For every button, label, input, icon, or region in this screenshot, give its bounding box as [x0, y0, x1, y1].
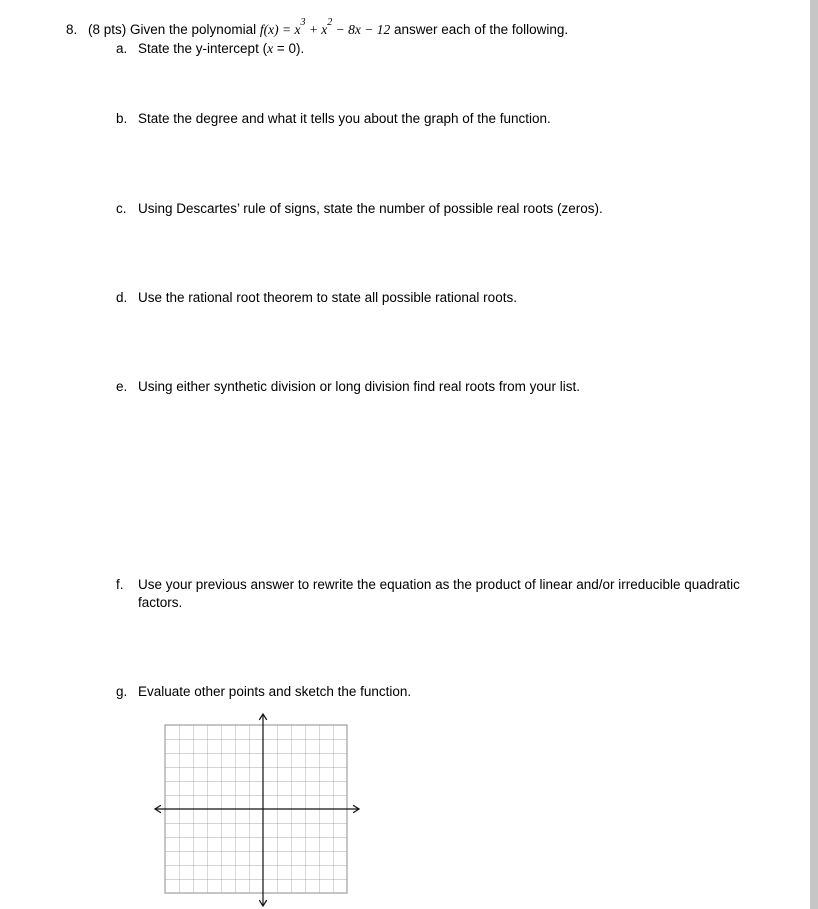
part-e-label: e. — [116, 379, 128, 394]
part-a-pre: State the y-intercept ( — [138, 41, 268, 56]
part-a-variable: x — [267, 41, 274, 56]
part-g — [116, 683, 760, 701]
part-c-text: Using Descartes’ rule of signs, state the number of possible real roots (zeros). — [138, 201, 603, 216]
part-g-text: Evaluate other points and sketch the function. — [138, 684, 412, 699]
part-f — [116, 576, 760, 612]
polynomial-formula — [259, 16, 391, 37]
blank-graph-svg — [151, 711, 363, 909]
part-f-label: f. — [116, 577, 124, 592]
formula-segment: − 8x − 12 — [332, 22, 391, 37]
part-a-post: = 0). — [273, 41, 305, 56]
formula-exponent: 3 — [300, 16, 306, 28]
part-a-text — [138, 40, 760, 58]
part-d-text: Use the rational root theorem to state all possible rational roots. — [138, 290, 517, 305]
part-c-label: c. — [116, 201, 127, 216]
part-d — [116, 289, 760, 307]
part-e — [116, 378, 760, 396]
formula-exponent: 2 — [327, 16, 333, 28]
intro-post-text: answer each of the following. — [390, 22, 569, 37]
part-a-label: a. — [116, 41, 128, 56]
part-b-label: b. — [116, 111, 128, 126]
part-b-text: State the degree and what it tells you about the graph of the function. — [138, 111, 551, 126]
coordinate-grid — [151, 711, 363, 909]
part-g-label: g. — [116, 684, 128, 699]
part-f-text: Use your previous answer to rewrite the equation as the product of linear and/or irreducible quadratic factors. — [138, 577, 740, 610]
formula-segment: + x — [305, 22, 328, 37]
part-c — [116, 200, 760, 218]
part-d-label: d. — [116, 290, 128, 305]
part-e-text: Using either synthetic division or long division find real roots from your list. — [138, 379, 580, 394]
formula-segment: f(x) = x — [259, 22, 301, 37]
question-intro — [66, 16, 569, 40]
question-number: 8. — [66, 22, 78, 37]
page-edge-strip — [810, 0, 818, 909]
intro-pre-text: (8 pts) Given the polynomial — [88, 22, 260, 37]
part-a — [116, 40, 760, 58]
part-b — [116, 110, 760, 128]
